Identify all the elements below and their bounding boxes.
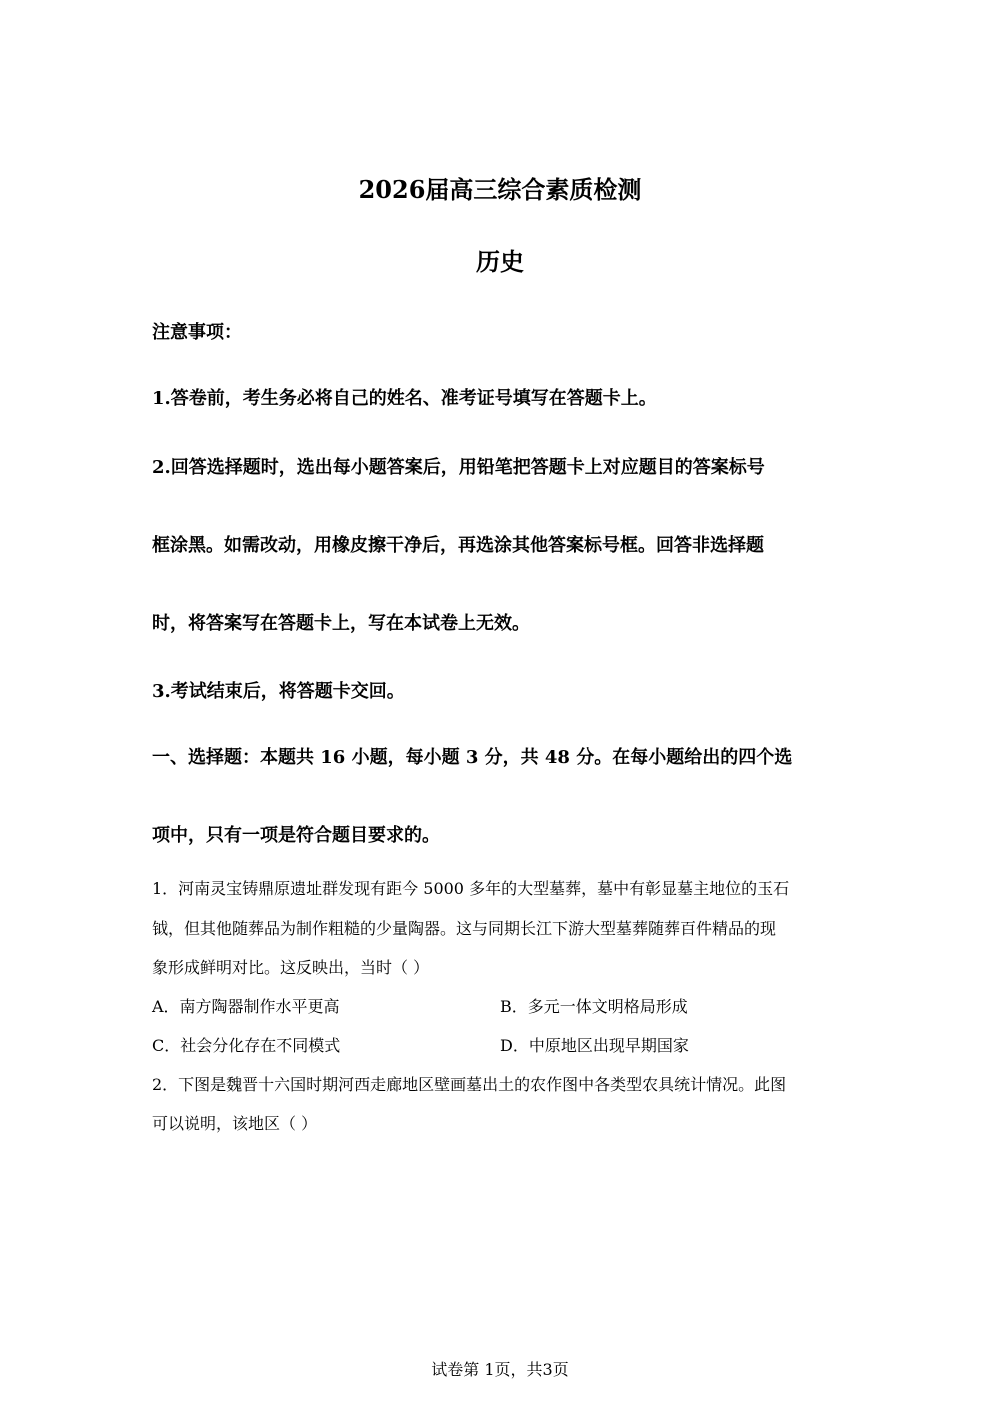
note-item-3: 3.考试结束后，将答题卡交回。 [152, 681, 405, 702]
note-item-2-line-3: 时，将答案写在答题卡上，写在本试卷上无效。 [152, 613, 530, 634]
page-footer: 试卷第 1页，共3页 [431, 1360, 569, 1379]
question-1-line-3: 象形成鲜明对比。这反映出，当时（ ） [152, 958, 430, 977]
note-item-2-line-1: 2.回答选择题时，选出每小题答案后，用铅笔把答题卡上对应题目的答案标号 [152, 457, 765, 478]
question-2-line-1: 2．下图是魏晋十六国时期河西走廊地区壁画墓出土的农作图中各类型农具统计情况。此图 [152, 1075, 787, 1094]
question-1-option-b: B．多元一体文明格局形成 [500, 997, 688, 1016]
section-heading-line-2: 项中，只有一项是符合题目要求的。 [152, 825, 440, 846]
notes-heading: 注意事项： [152, 322, 242, 343]
question-1-option-a: A．南方陶器制作水平更高 [152, 997, 340, 1016]
exam-title: 2026届高三综合素质检测 [358, 175, 642, 204]
question-1-option-d: D．中原地区出现早期国家 [500, 1036, 689, 1055]
subject-title: 历史 [476, 247, 524, 276]
question-2-line-2: 可以说明，该地区（ ） [152, 1114, 318, 1133]
section-heading-line-1: 一、选择题：本题共 16 小题，每小题 3 分，共 48 分。在每小题给出的四个选 [152, 747, 793, 768]
question-1-option-c: C．社会分化存在不同模式 [152, 1036, 341, 1055]
note-item-2-line-2: 框涂黑。如需改动，用橡皮擦干净后，再选涂其他答案标号框。回答非选择题 [152, 535, 764, 556]
note-item-1: 1.答卷前，考生务必将自己的姓名、准考证号填写在答题卡上。 [152, 388, 657, 409]
question-1-line-1: 1．河南灵宝铸鼎原遗址群发现有距今 5000 多年的大型墓葬，墓中有彰显墓主地位的玉石 [152, 879, 790, 898]
question-1-line-2: 钺，但其他随葬品为制作粗糙的少量陶器。这与同期长江下游大型墓葬随葬百件精品的现 [152, 919, 777, 938]
